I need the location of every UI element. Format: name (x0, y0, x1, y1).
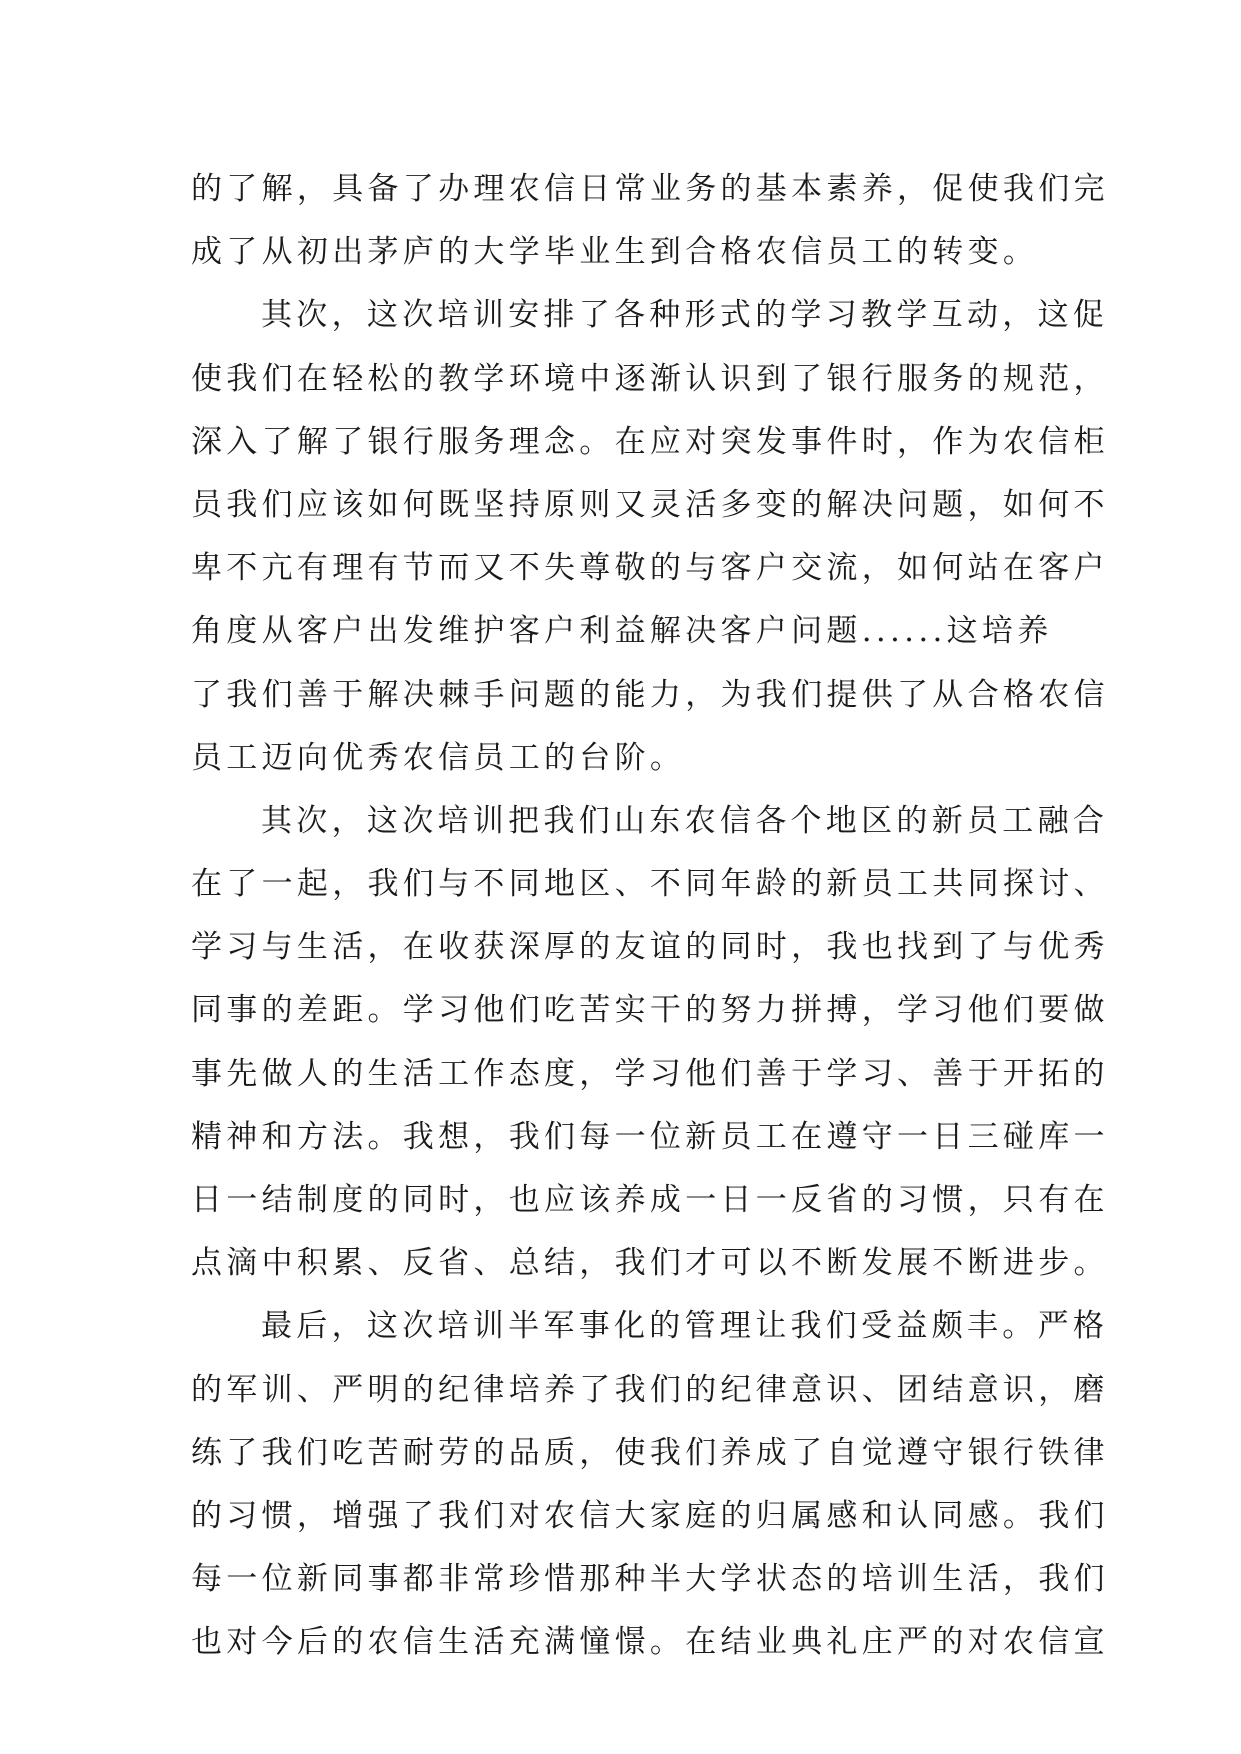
text-line: 卑不亢有理有节而又不失尊敬的与客户交流，如何站在客户 (191, 550, 1109, 587)
text-line: 成了从初出茅庐的大学毕业生到合格农信员工的转变。 (191, 234, 1039, 271)
text-line: 同事的差距。学习他们吃苦实干的努力拼搏，学习他们要做 (191, 992, 1109, 1029)
text-line: 学习与生活，在收获深厚的友谊的同时，我也找到了与优秀 (191, 929, 1109, 966)
paragraph-first-line: 其次，这次培训把我们山东农信各个地区的新员工融合 (261, 802, 1109, 839)
text-line: 每一位新同事都非常珍惜那种半大学状态的培训生活，我们 (191, 1561, 1109, 1598)
text-line: 员我们应该如何既坚持原则又灵活多变的解决问题，如何不 (191, 486, 1109, 523)
text-line: 了我们善于解决棘手问题的能力，为我们提供了从合格农信 (191, 676, 1109, 713)
text-line: 员工迈向优秀农信员工的台阶。 (191, 739, 686, 776)
text-line: 的习惯，增强了我们对农信大家庭的归属感和认同感。我们 (191, 1497, 1109, 1534)
text-line: 事先做人的生活工作态度，学习他们善于学习、善于开拓的 (191, 1055, 1109, 1092)
paragraph-first-line: 最后，这次培训半军事化的管理让我们受益颇丰。严格 (261, 1308, 1109, 1345)
text-line: 日一结制度的同时，也应该养成一日一反省的习惯，只有在 (191, 1182, 1109, 1218)
text-line: 的军训、严明的纪律培养了我们的纪律意识、团结意识，磨 (191, 1371, 1109, 1408)
text-line: 精神和方法。我想，我们每一位新员工在遵守一日三碰库一 (191, 1118, 1109, 1155)
text-line: 角度从客户出发维护客户利益解决客户问题......这培养 (191, 613, 1053, 650)
text-line: 点滴中积累、反省、总结，我们才可以不断发展不断进步。 (191, 1245, 1109, 1282)
text-line: 使我们在轻松的教学环境中逐渐认识到了银行服务的规范， (191, 360, 1109, 397)
text-line: 深入了解了银行服务理念。在应对突发事件时，作为农信柜 (191, 423, 1109, 460)
text-line: 在了一起，我们与不同地区、不同年龄的新员工共同探讨、 (191, 866, 1109, 903)
paragraph-first-line: 其次，这次培训安排了各种形式的学习教学互动，这促 (261, 297, 1109, 334)
text-line: 练了我们吃苦耐劳的品质，使我们养成了自觉遵守银行铁律 (191, 1434, 1109, 1471)
body-text (191, 158, 1109, 1675)
text-line: 的了解，具备了办理农信日常业务的基本素养，促使我们完 (191, 171, 1109, 207)
text-line: 也对今后的农信生活充满憧憬。在结业典礼庄严的对农信宣 (191, 1624, 1109, 1661)
